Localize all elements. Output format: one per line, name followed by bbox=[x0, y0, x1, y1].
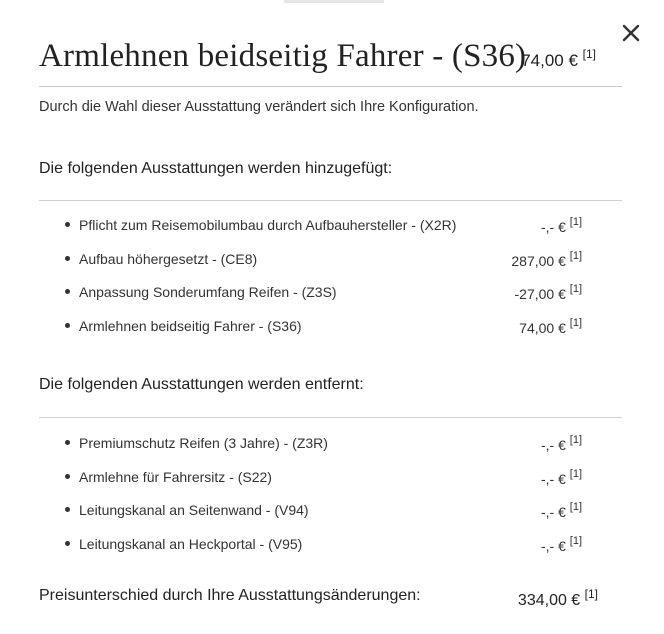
item-footnote[interactable]: [1] bbox=[569, 283, 582, 296]
bullet-icon bbox=[65, 323, 70, 328]
item-footnote[interactable]: [1] bbox=[569, 534, 582, 547]
item-label: Leitungskanal an Seitenwand - (V94) bbox=[79, 502, 309, 518]
item-label: Leitungskanal an Heckportal - (V95) bbox=[79, 535, 303, 552]
bullet-icon bbox=[65, 440, 70, 445]
item-footnote[interactable]: [1] bbox=[569, 249, 582, 262]
total-price bbox=[517, 586, 598, 610]
bullet-icon bbox=[65, 256, 70, 261]
item-footnote[interactable]: [1] bbox=[569, 467, 582, 480]
close-icon bbox=[620, 22, 642, 44]
close-button[interactable] bbox=[620, 22, 642, 44]
item-label: Pflicht zum Reisemobilumbau durch Aufbauhersteller - (X2R) bbox=[79, 217, 457, 233]
removed-item bbox=[39, 502, 622, 536]
item-price bbox=[511, 249, 582, 269]
bullet-icon bbox=[65, 222, 70, 227]
added-item bbox=[39, 251, 622, 285]
item-price-value: -27,00 € bbox=[514, 286, 566, 302]
item-price-value: -,- € bbox=[540, 437, 566, 453]
removed-item bbox=[39, 536, 622, 570]
item-price-value: 74,00 € bbox=[519, 319, 566, 336]
item-price bbox=[540, 216, 582, 235]
item-price-value: 287,00 € bbox=[511, 252, 566, 269]
item-label: Anpassung Sonderumfang Reifen - (Z3S) bbox=[79, 284, 337, 300]
item-price bbox=[540, 501, 582, 520]
intro-text: Durch die Wahl dieser Ausstattung verändert sich Ihre Konfiguration. bbox=[39, 99, 479, 115]
removed-item bbox=[39, 435, 622, 469]
divider bbox=[39, 417, 622, 418]
bullet-icon bbox=[65, 474, 70, 479]
item-price-value: -,- € bbox=[540, 470, 566, 487]
item-label: Premiumschutz Reifen (3 Jahre) - (Z3R) bbox=[79, 435, 328, 451]
bullet-icon bbox=[65, 541, 70, 546]
added-section-heading: Die folgenden Ausstattungen werden hinzugefügt: bbox=[39, 160, 393, 177]
item-price bbox=[540, 534, 582, 554]
item-price-value: -,- € bbox=[540, 219, 566, 235]
item-price bbox=[519, 316, 582, 336]
item-price-value: -,- € bbox=[540, 537, 566, 554]
item-footnote[interactable]: [1] bbox=[569, 216, 582, 229]
item-label: Armlehne für Fahrersitz - (S22) bbox=[79, 468, 272, 485]
item-price bbox=[514, 283, 583, 302]
added-items-list bbox=[39, 217, 622, 351]
total-price-value: 334,00 € bbox=[517, 592, 581, 609]
total-footnote[interactable]: [1] bbox=[584, 586, 598, 601]
removed-item bbox=[39, 469, 622, 503]
item-footnote[interactable]: [1] bbox=[569, 316, 582, 329]
added-item bbox=[39, 217, 622, 251]
top-decor-strip bbox=[284, 0, 384, 3]
title-price-value: 74,00 € bbox=[521, 51, 578, 70]
item-price bbox=[540, 434, 582, 453]
added-item bbox=[39, 318, 622, 352]
bullet-icon bbox=[65, 507, 70, 512]
item-price-value: -,- € bbox=[540, 504, 566, 520]
title-price bbox=[521, 47, 596, 71]
total-label: Preisunterschied durch Ihre Ausstattungsänderungen: bbox=[39, 587, 421, 604]
divider bbox=[39, 200, 622, 201]
item-price bbox=[540, 467, 582, 487]
bullet-icon bbox=[65, 289, 70, 294]
added-item bbox=[39, 284, 622, 318]
item-footnote[interactable]: [1] bbox=[569, 501, 582, 514]
removed-items-list bbox=[39, 435, 622, 569]
title-price-footnote[interactable]: [1] bbox=[582, 47, 596, 62]
item-footnote[interactable]: [1] bbox=[569, 434, 582, 447]
item-label: Aufbau höhergesetzt - (CE8) bbox=[79, 250, 258, 267]
removed-section-heading: Die folgenden Ausstattungen werden entfernt: bbox=[39, 376, 364, 393]
dialog-title: Armlehnen beidseitig Fahrer - (S36) bbox=[39, 38, 527, 74]
item-label: Armlehnen beidseitig Fahrer - (S36) bbox=[79, 317, 302, 334]
dialog-header bbox=[39, 34, 622, 87]
